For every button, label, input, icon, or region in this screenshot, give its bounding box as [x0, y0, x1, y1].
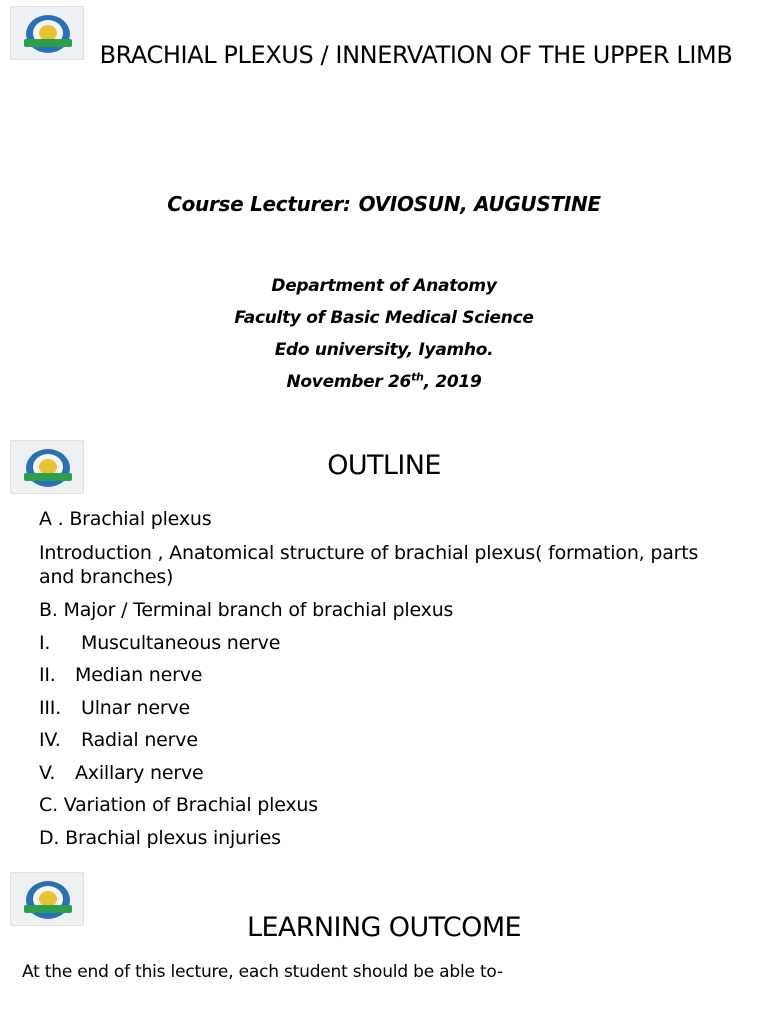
list-numeral: II. [39, 664, 56, 686]
university-crest-icon [10, 6, 84, 60]
lecturer-label: Course Lecturer: [167, 192, 351, 216]
list-numeral: I. [39, 631, 51, 654]
university: Edo university, Iyamho. [274, 340, 494, 360]
list-item: C. Variation of Brachial plexus [39, 794, 318, 816]
list-item: III. Ulnar nerve [39, 696, 190, 719]
list-item: A . Brachial plexus [39, 508, 212, 530]
list-item: IV. Radial nerve [39, 729, 198, 751]
learning-outcome-slide [0, 868, 768, 1024]
outline-slide [0, 434, 768, 866]
learning-outcome-heading: LEARNING OUTCOME [247, 912, 521, 943]
list-item: D. Brachial plexus injuries [39, 826, 281, 849]
outline-list [39, 508, 739, 859]
title-slide [0, 0, 768, 432]
list-item: V. Axillary nerve [39, 761, 204, 784]
list-item: Introduction , Anatomical structure of brachial plexus( formation, parts and branches) [39, 541, 699, 588]
list-numeral: IV. [39, 729, 61, 751]
date-suffix: th [411, 370, 424, 384]
faculty: Faculty of Basic Medical Science [234, 308, 534, 328]
list-numeral: V. [39, 761, 56, 784]
list-item: B. Major / Terminal branch of brachial plexus [39, 599, 454, 621]
course-lecturer [0, 192, 768, 216]
outline-heading: OUTLINE [327, 450, 441, 481]
list-numeral: III. [39, 696, 62, 719]
department: Department of Anatomy [271, 276, 497, 296]
list-item: I. Muscultaneous nerve [39, 631, 281, 654]
list-item: II. Median nerve [39, 664, 203, 686]
lecture-date [0, 366, 768, 398]
lecturer-name: OVIOSUN, AUGUSTINE [358, 192, 601, 216]
affiliation-block [0, 270, 768, 398]
date-year: , 2019 [423, 372, 482, 392]
slide-title: BRACHIAL PLEXUS / INNERVATION OF THE UPPER LIMB [99, 41, 733, 69]
date-prefix: November 26 [286, 372, 412, 392]
learning-outcome-intro: At the end of this lecture, each student should be able to- [22, 962, 503, 982]
